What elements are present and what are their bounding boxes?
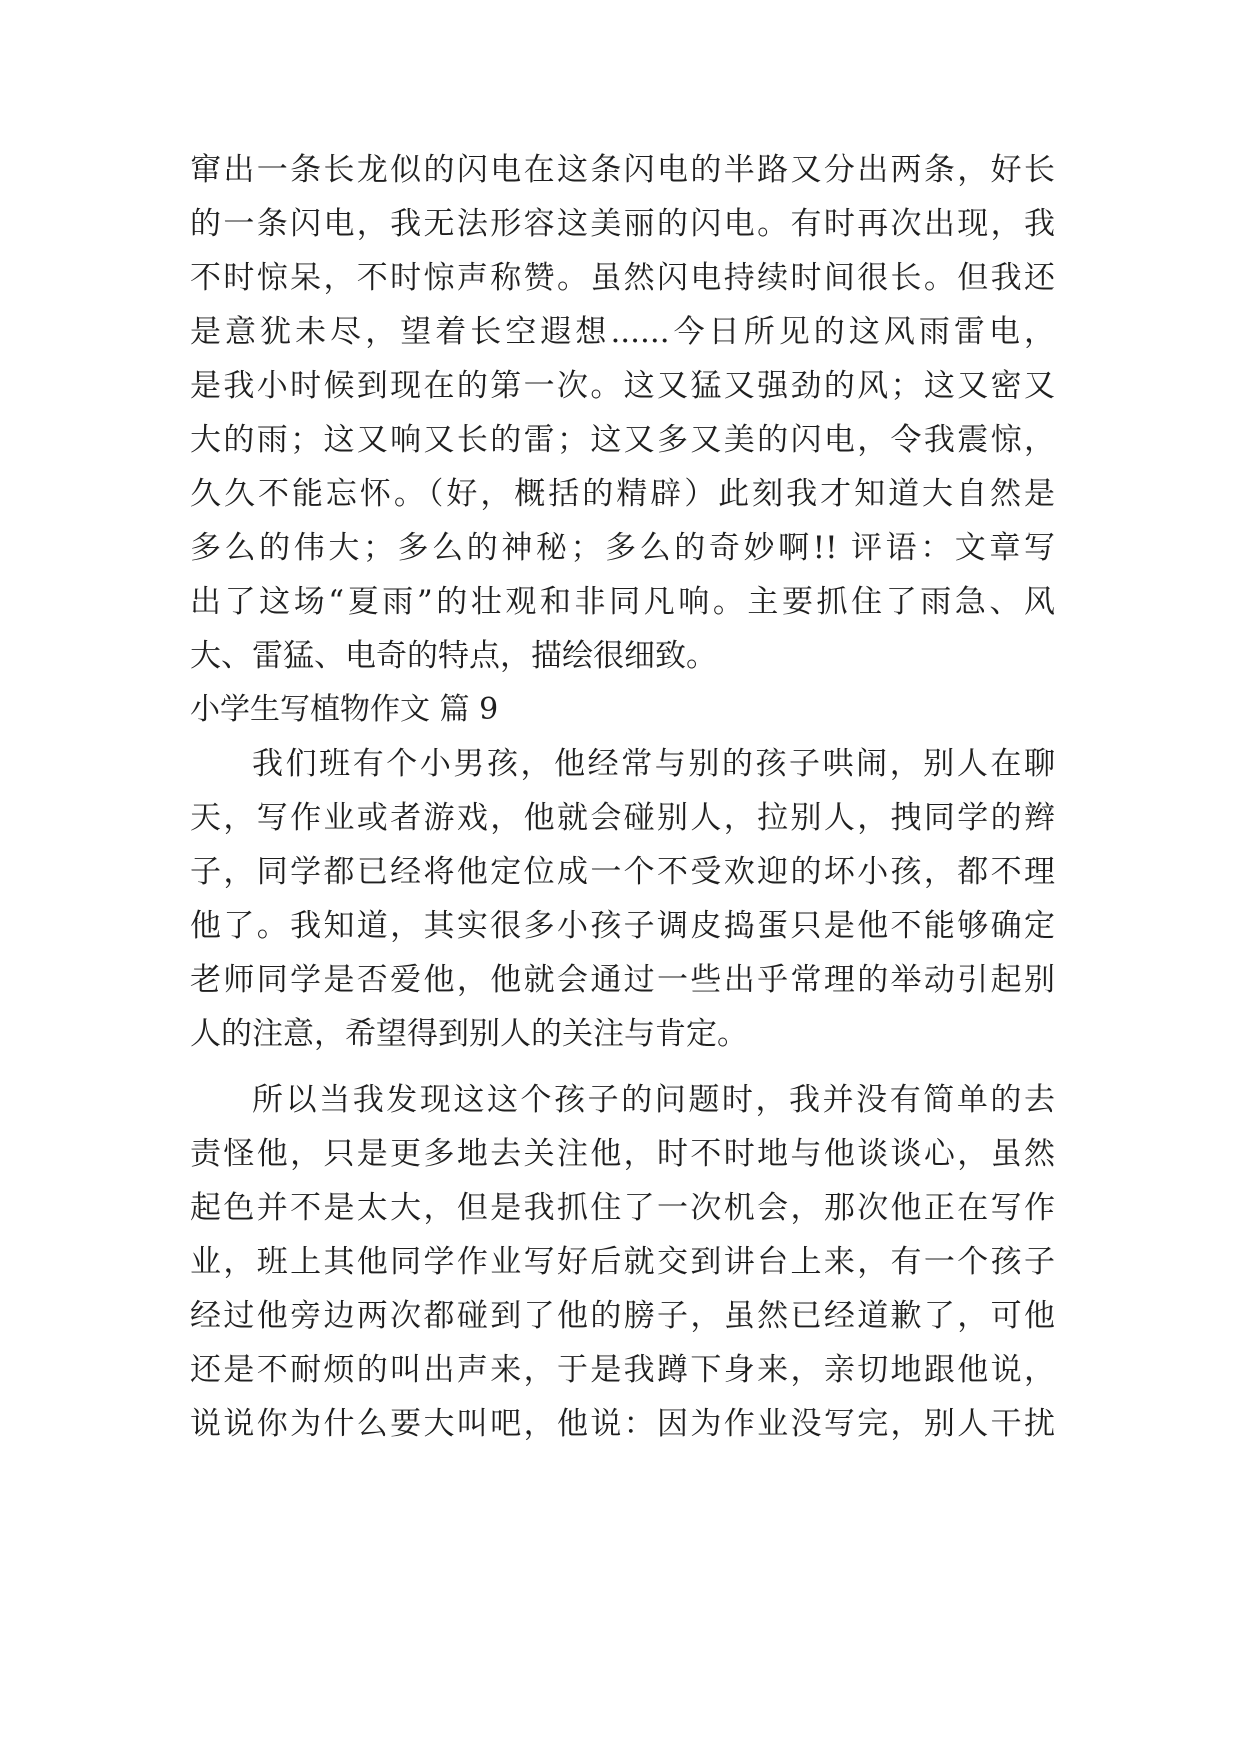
text-line: 的一条闪电，我无法形容这美丽的闪电。有时再次出现，我 bbox=[190, 206, 1055, 242]
text-line: 所以当我发现这这个孩子的问题时，我并没有简单的去 bbox=[252, 1082, 1055, 1118]
text-line: 还是不耐烦的叫出声来，于是我蹲下身来，亲切地跟他说， bbox=[190, 1352, 1055, 1388]
text-line: 出了这场“夏雨”的壮观和非同凡响。主要抓住了雨急、风 bbox=[190, 584, 1055, 620]
text-line: 窜出一条长龙似的闪电在这条闪电的半路又分出两条，好长 bbox=[190, 152, 1055, 188]
text-line: 多么的伟大；多么的神秘；多么的奇妙啊!! 评语：文章写 bbox=[190, 530, 1055, 566]
text-line: 大、雷猛、电奇的特点，描绘很细致。 bbox=[190, 638, 717, 674]
text-line: 是我小时候到现在的第一次。这又猛又强劲的风；这又密又 bbox=[190, 368, 1055, 404]
text-line: 是意犹未尽，望着长空遐想......今日所见的这风雨雷电， bbox=[190, 314, 1055, 350]
text-line: 大的雨；这又响又长的雷；这又多又美的闪电，令我震惊， bbox=[190, 422, 1055, 458]
text-line: 子，同学都已经将他定位成一个不受欢迎的坏小孩，都不理 bbox=[190, 854, 1055, 890]
text-line: 起色并不是太大，但是我抓住了一次机会，那次他正在写作 bbox=[190, 1190, 1055, 1226]
text-line: 久久不能忘怀。（好，概括的精辟）此刻我才知道大自然是 bbox=[190, 476, 1055, 512]
text-line: 老师同学是否爱他，他就会通过一些出乎常理的举动引起别 bbox=[190, 962, 1055, 998]
text-line: 不时惊呆，不时惊声称赞。虽然闪电持续时间很长。但我还 bbox=[190, 260, 1055, 296]
text-line: 说说你为什么要大叫吧，他说：因为作业没写完，别人干扰 bbox=[190, 1406, 1055, 1442]
text-line: 责怪他，只是更多地去关注他，时不时地与他谈谈心，虽然 bbox=[190, 1136, 1055, 1172]
text-line: 天，写作业或者游戏，他就会碰别人，拉别人，拽同学的辫 bbox=[190, 800, 1055, 836]
text-line: 人的注意，希望得到别人的关注与肯定。 bbox=[190, 1016, 748, 1052]
text-line: 他了。我知道，其实很多小孩子调皮捣蛋只是他不能够确定 bbox=[190, 908, 1055, 944]
text-line: 业，班上其他同学作业写好后就交到讲台上来，有一个孩子 bbox=[190, 1244, 1055, 1280]
text-line: 我们班有个小男孩，他经常与别的孩子哄闹，别人在聊 bbox=[252, 746, 1055, 782]
text-line: 经过他旁边两次都碰到了他的膀子，虽然已经道歉了，可他 bbox=[190, 1298, 1055, 1334]
section-heading: 小学生写植物作文 篇 9 bbox=[190, 692, 499, 727]
